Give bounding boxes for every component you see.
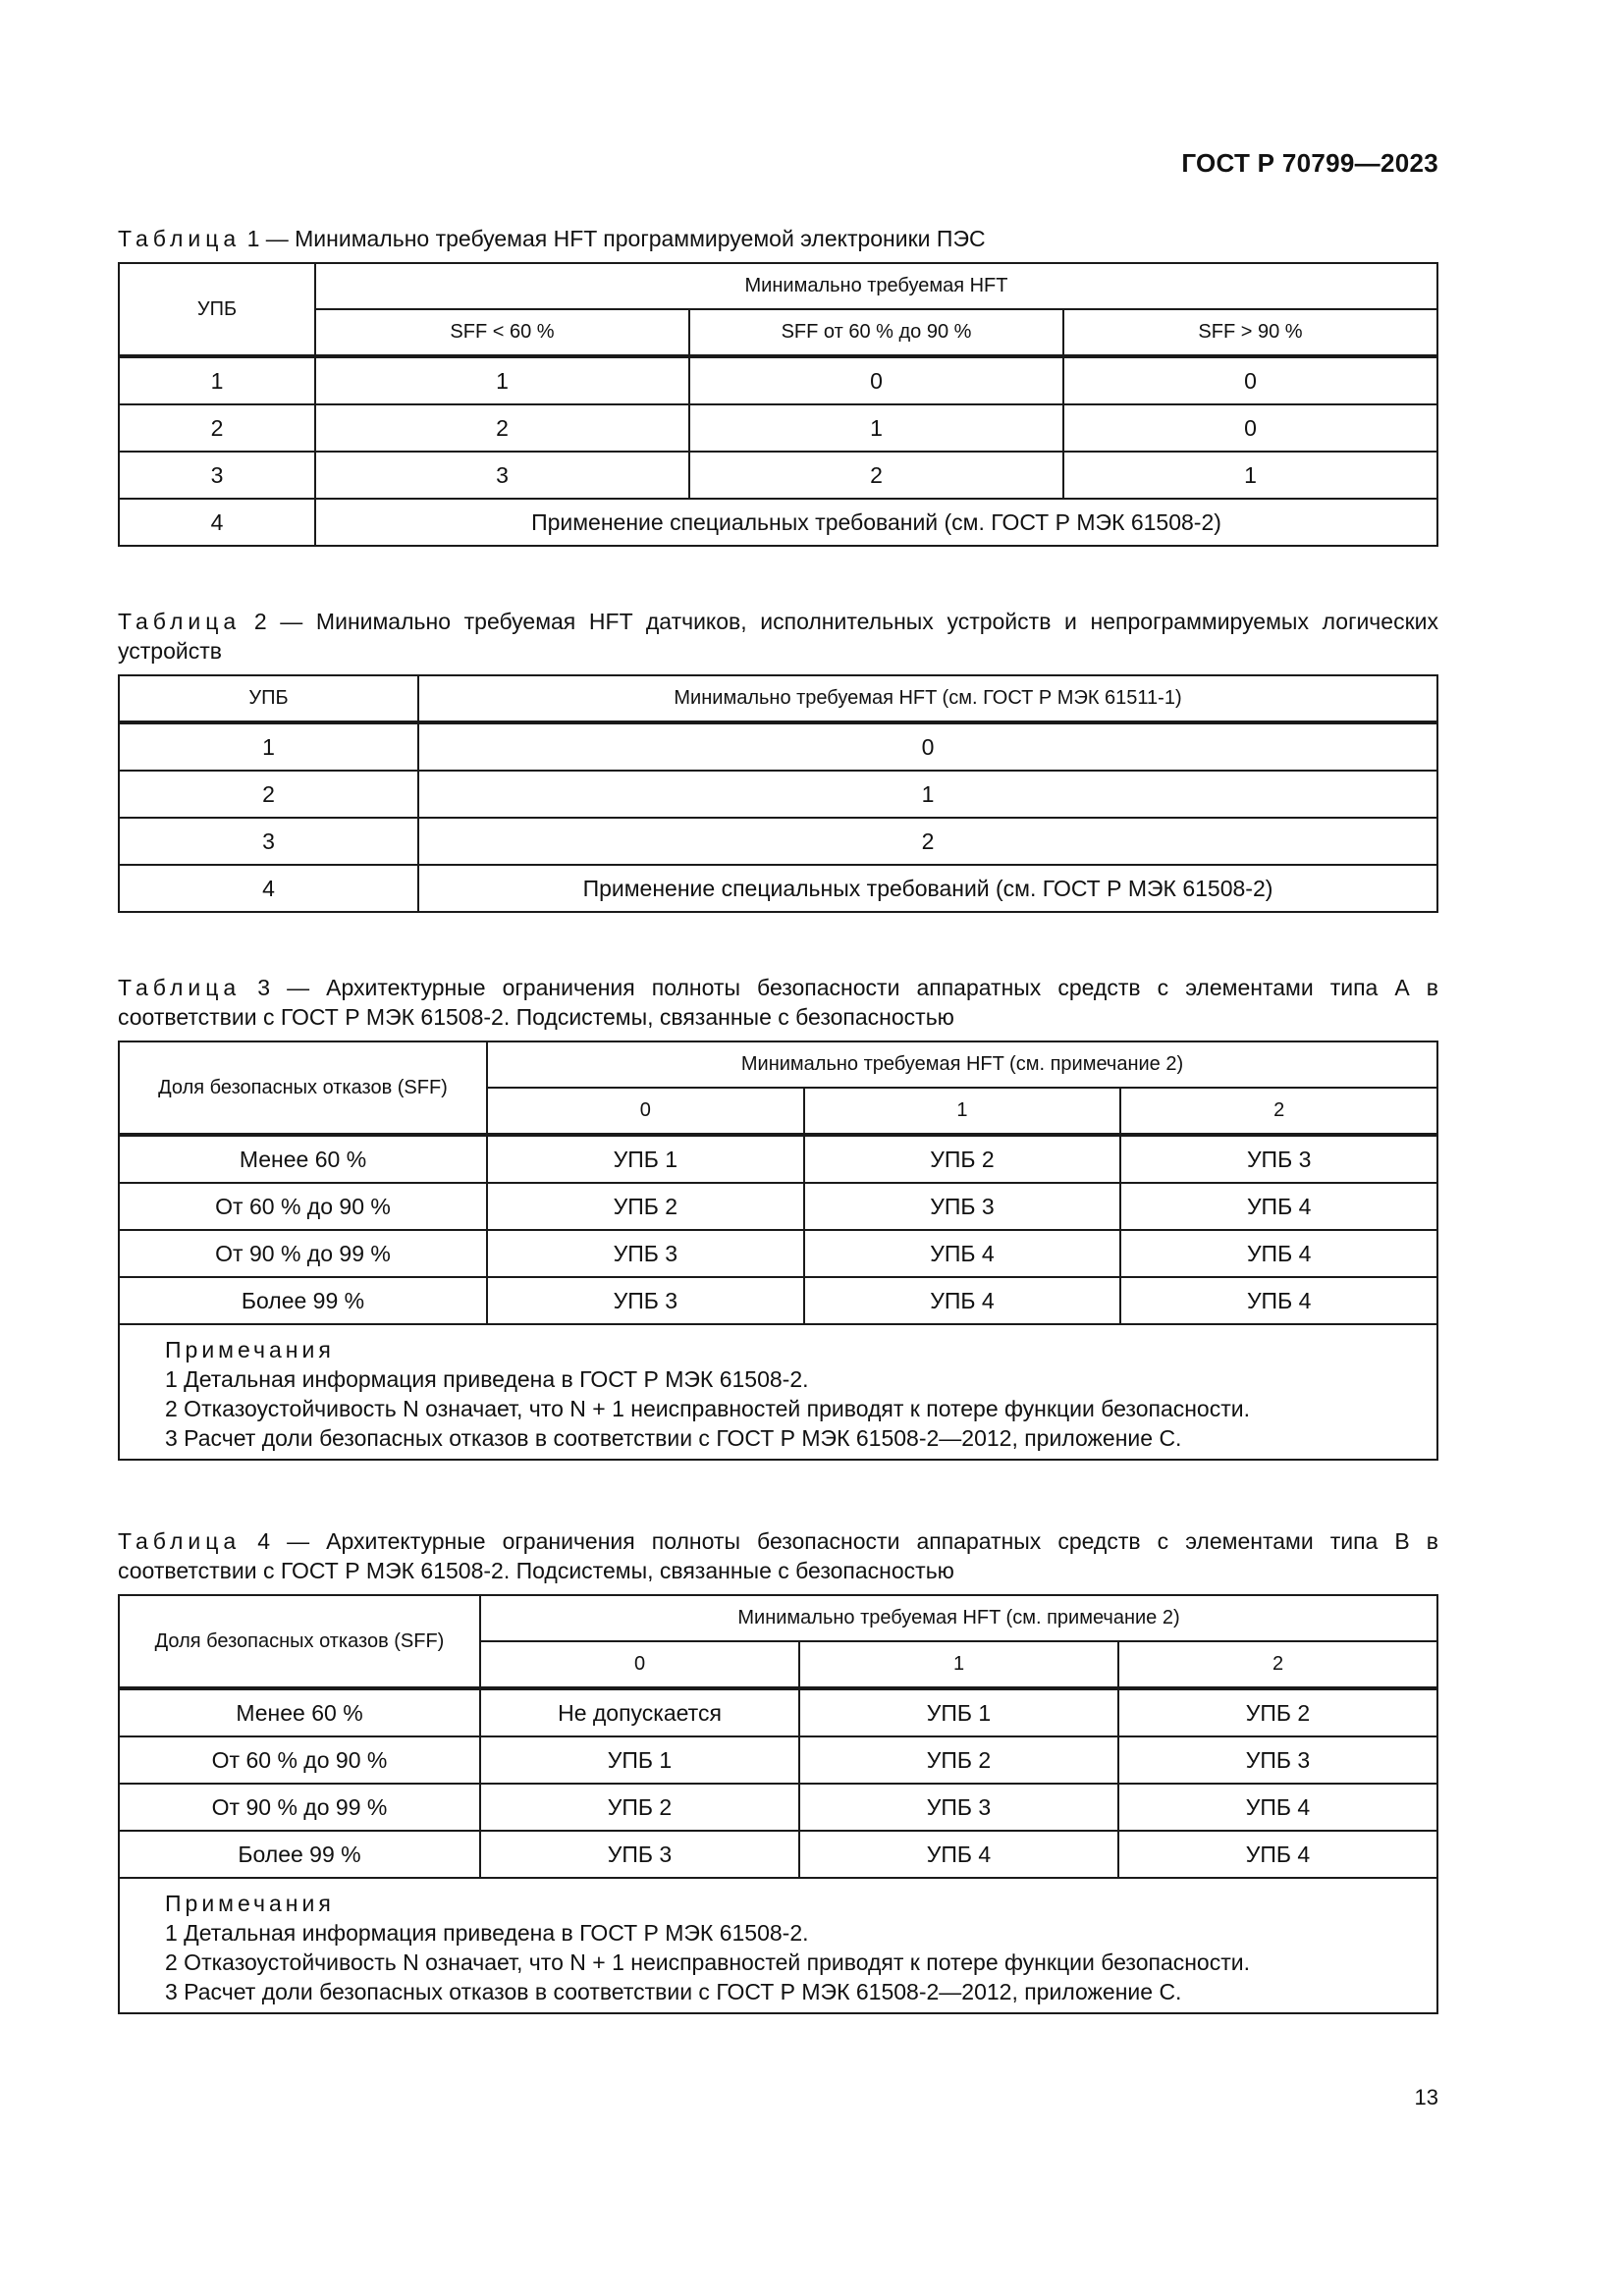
table-row	[119, 1277, 1437, 1324]
table-1-block	[118, 224, 1438, 547]
note-item: 3 Расчет доли безопасных отказов в соответствии с ГОСТ Р МЭК 61508-2—2012, приложение С.	[165, 1425, 1182, 1451]
table-cell: УПБ 4	[1118, 1831, 1437, 1878]
table-cell: УПБ 4	[1120, 1183, 1437, 1230]
table-4-block	[118, 1526, 1438, 2014]
table-cell: От 90 % до 99 %	[119, 1784, 480, 1831]
table-cell: 0	[418, 722, 1437, 771]
table-row	[119, 1183, 1437, 1230]
table-cell: УПБ 2	[799, 1736, 1118, 1784]
table-cell: УПБ 3	[799, 1784, 1118, 1831]
notes-cell	[119, 1324, 1437, 1460]
table-2-caption	[118, 607, 1438, 666]
table-cell: УПБ 2	[804, 1135, 1121, 1183]
table-cell: Применение специальных требований (см. ГОСТ Р МЭК 61508-2)	[418, 865, 1437, 912]
header-hft-level: 0	[487, 1088, 804, 1135]
table-cell: УПБ 4	[1118, 1784, 1437, 1831]
table-row	[119, 1230, 1437, 1277]
header-hft-level: 0	[480, 1641, 799, 1688]
table-1	[118, 262, 1438, 547]
header-hft: Минимально требуемая HFT	[315, 263, 1437, 309]
table-cell: 0	[689, 356, 1063, 404]
header-sff-cell: SFF > 90 %	[1063, 309, 1437, 356]
page-number: 13	[1414, 2085, 1438, 2109]
table-cell: Не допускается	[480, 1688, 799, 1736]
table-cell: УПБ 3	[804, 1183, 1121, 1230]
header-hft: Минимально требуемая HFT (см. примечание 2)	[487, 1041, 1437, 1088]
table-cell: УПБ 1	[487, 1135, 804, 1183]
note-item: 3 Расчет доли безопасных отказов в соответствии с ГОСТ Р МЭК 61508-2—2012, приложение С.	[165, 1979, 1182, 2004]
table-cell: От 90 % до 99 %	[119, 1230, 487, 1277]
table-cell: УПБ 1	[480, 1736, 799, 1784]
note-item: 2 Отказоустойчивость N означает, что N + 1 неисправностей приводят к потере функции безопасности.	[165, 1949, 1250, 1975]
table-cell: Менее 60 %	[119, 1135, 487, 1183]
table-cell: 3	[315, 452, 689, 499]
table-cell: УПБ 3	[480, 1831, 799, 1878]
table-row	[119, 865, 1437, 912]
table-cell: Применение специальных требований (см. ГОСТ Р МЭК 61508-2)	[315, 499, 1437, 546]
table-row	[119, 1831, 1437, 1878]
table-cell: Менее 60 %	[119, 1688, 480, 1736]
table-cell: 3	[119, 818, 418, 865]
table-cell: От 60 % до 90 %	[119, 1183, 487, 1230]
header-hft-level: 2	[1120, 1088, 1437, 1135]
table-cell: 1	[119, 356, 315, 404]
table-cell: УПБ 3	[1120, 1135, 1437, 1183]
table-row	[119, 771, 1437, 818]
table-cell: УПБ 3	[487, 1277, 804, 1324]
notes-title: Примечания	[165, 1337, 335, 1362]
table-cell: УПБ 1	[799, 1688, 1118, 1736]
notes-cell	[119, 1878, 1437, 2013]
table-cell: 2	[119, 771, 418, 818]
table-label: Таблица	[118, 226, 242, 251]
table-cell: УПБ 2	[487, 1183, 804, 1230]
table-cell: 1	[315, 356, 689, 404]
table-cell: 1	[689, 404, 1063, 452]
table-cell: 2	[418, 818, 1437, 865]
table-label: Таблица	[118, 1528, 242, 1554]
table-title: 3 — Архитектурные ограничения полноты безопасности аппаратных средств с элементами типа А в соответствии с ГОСТ Р МЭК 61508-2. Подсистемы, связанные с безопасностью	[118, 975, 1438, 1030]
header-hft-level: 1	[799, 1641, 1118, 1688]
table-row	[119, 499, 1437, 546]
table-2	[118, 674, 1438, 913]
header-hft: Минимально требуемая HFT (см. ГОСТ Р МЭК 61511-1)	[418, 675, 1437, 722]
document-header: ГОСТ Р 70799—2023	[1181, 148, 1438, 178]
table-cell: 4	[119, 499, 315, 546]
header-sff-cell: SFF от 60 % до 90 %	[689, 309, 1063, 356]
table-title: 4 — Архитектурные ограничения полноты безопасности аппаратных средств с элементами типа В в соответствии с ГОСТ Р МЭК 61508-2. Подсистемы, связанные с безопасностью	[118, 1528, 1438, 1583]
table-3	[118, 1041, 1438, 1461]
table-cell: УПБ 4	[804, 1277, 1121, 1324]
table-row	[119, 1784, 1437, 1831]
table-cell: 1	[1063, 452, 1437, 499]
table-3-block	[118, 973, 1438, 1461]
table-cell: 1	[119, 722, 418, 771]
table-row	[119, 1736, 1437, 1784]
table-cell: 2	[689, 452, 1063, 499]
table-cell: УПБ 3	[487, 1230, 804, 1277]
table-4-caption	[118, 1526, 1438, 1585]
table-row	[119, 818, 1437, 865]
table-4	[118, 1594, 1438, 2014]
table-cell: Более 99 %	[119, 1831, 480, 1878]
table-cell: УПБ 2	[1118, 1688, 1437, 1736]
table-cell: УПБ 4	[1120, 1230, 1437, 1277]
table-row	[119, 452, 1437, 499]
note-item: 1 Детальная информация приведена в ГОСТ Р МЭК 61508-2.	[165, 1920, 809, 1946]
table-cell: 3	[119, 452, 315, 499]
header-hft-level: 1	[804, 1088, 1121, 1135]
table-cell: 1	[418, 771, 1437, 818]
table-label: Таблица	[118, 975, 242, 1000]
table-row	[119, 356, 1437, 404]
table-cell: УПБ 4	[799, 1831, 1118, 1878]
table-label: Таблица	[118, 609, 242, 634]
table-cell: 2	[315, 404, 689, 452]
table-row	[119, 722, 1437, 771]
table-row	[119, 404, 1437, 452]
header-upb: УПБ	[119, 675, 418, 722]
table-title: 2 — Минимально требуемая HFT датчиков, исполнительных устройств и непрограммируемых логических устройств	[118, 609, 1438, 664]
table-1-caption	[118, 224, 1438, 253]
table-cell: УПБ 4	[804, 1230, 1121, 1277]
table-3-caption	[118, 973, 1438, 1032]
table-row	[119, 1135, 1437, 1183]
note-item: 2 Отказоустойчивость N означает, что N + 1 неисправностей приводят к потере функции безопасности.	[165, 1396, 1250, 1421]
notes-title: Примечания	[165, 1891, 335, 1916]
table-cell: УПБ 4	[1120, 1277, 1437, 1324]
table-cell: 2	[119, 404, 315, 452]
header-hft-level: 2	[1118, 1641, 1437, 1688]
header-sff-cell: SFF < 60 %	[315, 309, 689, 356]
table-cell: От 60 % до 90 %	[119, 1736, 480, 1784]
table-2-block	[118, 607, 1438, 913]
note-item: 1 Детальная информация приведена в ГОСТ Р МЭК 61508-2.	[165, 1366, 809, 1392]
header-sff: Доля безопасных отказов (SFF)	[119, 1595, 480, 1688]
table-cell: 0	[1063, 356, 1437, 404]
table-cell: УПБ 3	[1118, 1736, 1437, 1784]
table-cell: 0	[1063, 404, 1437, 452]
table-cell: 4	[119, 865, 418, 912]
table-cell: Более 99 %	[119, 1277, 487, 1324]
table-row	[119, 1688, 1437, 1736]
table-cell: УПБ 2	[480, 1784, 799, 1831]
table-title: 1 — Минимально требуемая HFT программируемой электроники ПЭС	[241, 226, 986, 251]
header-upb: УПБ	[119, 263, 315, 356]
header-sff: Доля безопасных отказов (SFF)	[119, 1041, 487, 1135]
header-hft: Минимально требуемая HFT (см. примечание 2)	[480, 1595, 1437, 1641]
